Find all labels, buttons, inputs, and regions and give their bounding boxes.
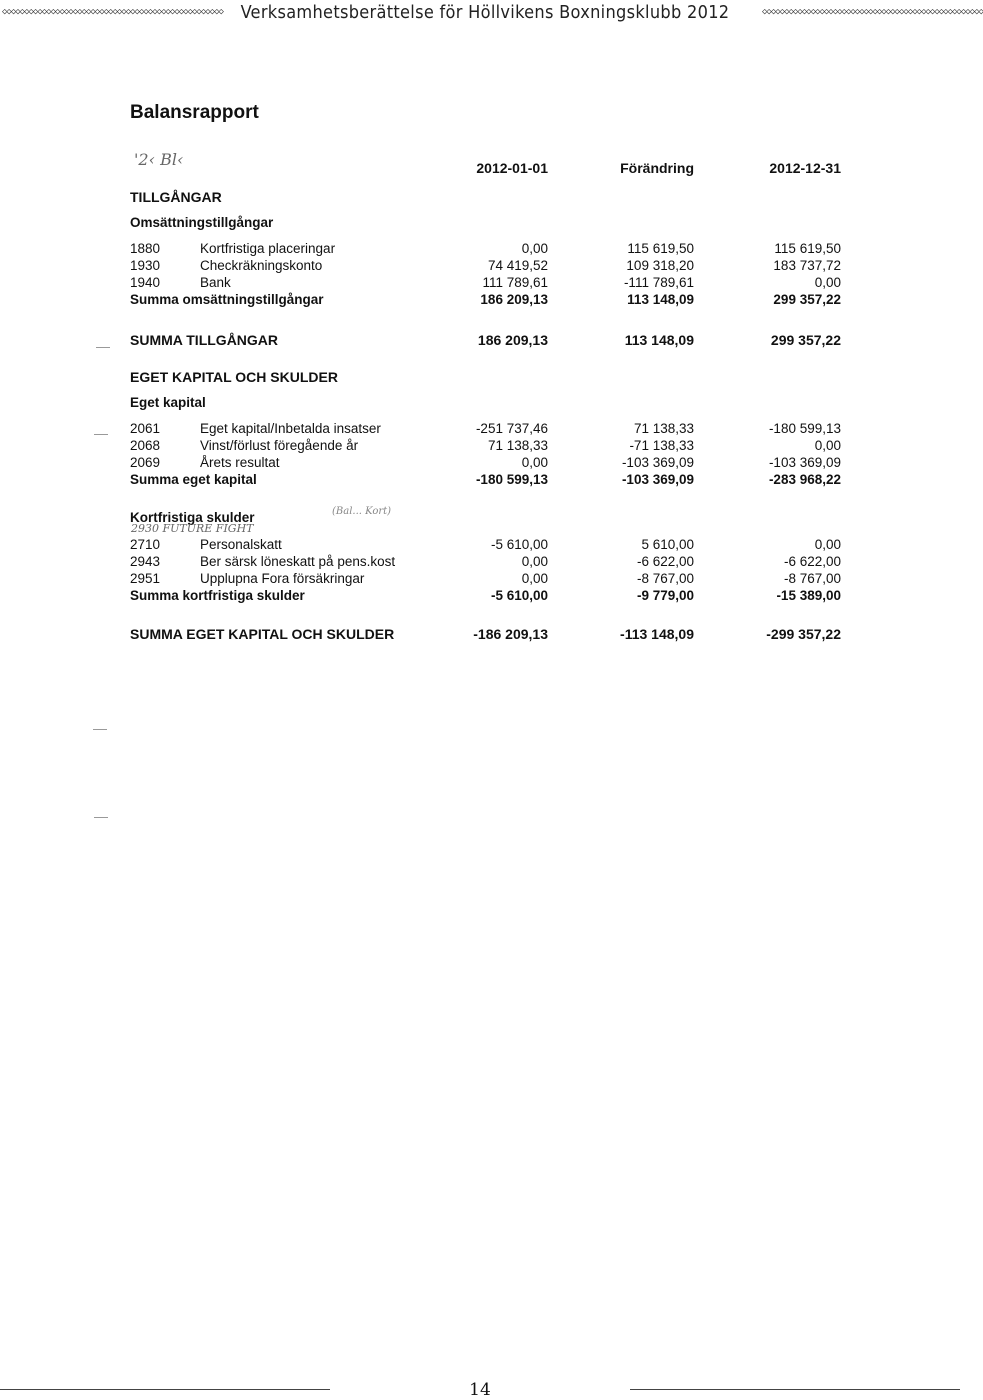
page-number: 14 — [469, 1380, 491, 1400]
value-change: -113 148,09 — [620, 626, 694, 642]
footer-rule-right — [630, 1389, 960, 1390]
value-change: 109 318,20 — [626, 258, 694, 273]
total-row — [130, 626, 842, 643]
account-name: Årets resultat — [200, 455, 280, 470]
value-change: -9 779,00 — [636, 588, 694, 603]
account-name: Bank — [200, 275, 231, 290]
total-label: SUMMA TILLGÅNGAR — [130, 332, 279, 348]
subtotal-row — [130, 292, 842, 309]
column-header-end: 2012-12-31 — [769, 160, 841, 176]
table-row — [130, 258, 842, 275]
table-row — [130, 421, 842, 438]
account-name: Vinst/förlust föregående år — [200, 438, 359, 453]
total-row — [130, 332, 842, 349]
value-end: -6 622,00 — [783, 554, 841, 569]
scan-mark — [93, 729, 107, 730]
account-code: 2069 — [130, 455, 161, 470]
value-start: 71 138,33 — [487, 438, 548, 453]
value-change: -8 767,00 — [636, 571, 694, 586]
handwritten-note-liabilities: 2930 FUTURE FIGHT — [131, 522, 254, 535]
account-code: 2943 — [130, 554, 161, 569]
scan-mark — [94, 434, 108, 435]
subtotal-label: Summa kortfristiga skulder — [130, 588, 305, 603]
value-start: 74 419,52 — [487, 258, 548, 273]
value-start: 0,00 — [521, 455, 548, 470]
section-heading-assets: TILLGÅNGAR — [130, 189, 222, 205]
page-header — [0, 0, 983, 26]
account-name: Upplupna Fora försäkringar — [200, 571, 365, 586]
table-row — [130, 537, 842, 554]
value-start: -251 737,46 — [475, 421, 548, 436]
value-end: 183 737,72 — [773, 258, 841, 273]
value-change: 115 619,50 — [627, 241, 694, 256]
value-end: 299 357,22 — [773, 292, 841, 307]
value-change: 5 610,00 — [641, 537, 694, 552]
table-row — [130, 275, 842, 292]
value-start: -186 209,13 — [473, 626, 548, 642]
scan-mark — [96, 347, 110, 348]
value-start: 0,00 — [521, 554, 548, 569]
account-code: 2061 — [130, 421, 161, 436]
account-code: 2710 — [130, 537, 161, 552]
table-row — [130, 571, 842, 588]
value-change: -71 138,33 — [629, 438, 694, 453]
value-end: 115 619,50 — [774, 241, 841, 256]
value-change: 71 138,33 — [633, 421, 694, 436]
footer-rule-left — [0, 1389, 330, 1390]
subtotal-row — [130, 588, 842, 605]
value-start: -5 610,00 — [490, 588, 548, 603]
account-name: Kortfristiga placeringar — [200, 241, 336, 256]
value-change: -111 789,61 — [623, 275, 694, 290]
value-change: 113 148,09 — [624, 332, 694, 348]
subheading-current-assets: Omsättningstillgångar — [130, 215, 274, 230]
value-start: 186 209,13 — [480, 292, 548, 307]
section-heading-equity-liabilities: EGET KAPITAL OCH SKULDER — [130, 369, 338, 385]
subtotal-label: Summa eget kapital — [130, 472, 257, 487]
value-end: -299 357,22 — [766, 626, 841, 642]
value-end: 299 357,22 — [770, 332, 841, 348]
header-ornament-right: ◇◇◇◇◇◇◇◇◇◇◇◇◇◇◇◇◇◇◇◇◇◇◇◇◇◇◇◇◇◇◇◇◇◇◇◇◇◇◇◇◇◇◇◇◇◇◇◇◇◇ — [762, 7, 983, 17]
value-end: 0,00 — [814, 438, 841, 453]
value-end: -8 767,00 — [783, 571, 841, 586]
value-change: -103 369,09 — [621, 472, 694, 487]
column-header-change: Förändring — [620, 160, 694, 176]
subtotal-row — [130, 472, 842, 489]
value-end: -180 599,13 — [768, 421, 841, 436]
value-end: 0,00 — [814, 537, 841, 552]
value-start: 111 789,61 — [482, 275, 548, 290]
scan-mark — [94, 817, 108, 818]
table-row — [130, 438, 842, 455]
account-name: Personalskatt — [200, 537, 282, 552]
account-code: 2068 — [130, 438, 161, 453]
header-title: Verksamhetsberättelse för Höllvikens Boxningsklubb 2012 — [240, 2, 730, 23]
value-start: 186 209,13 — [477, 332, 548, 348]
handwritten-note-top: '2‹ Bl‹ — [134, 150, 184, 169]
subheading-equity: Eget kapital — [130, 395, 206, 410]
value-change: 113 148,09 — [627, 292, 694, 307]
subheading-short-term-liabilities: Kortfristiga skulder — [130, 510, 255, 525]
table-row — [130, 241, 842, 258]
account-name: Checkräkningskonto — [200, 258, 323, 273]
header-ornament-left: ◇◇◇◇◇◇◇◇◇◇◇◇◇◇◇◇◇◇◇◇◇◇◇◇◇◇◇◇◇◇◇◇◇◇◇◇◇◇◇◇◇◇◇◇◇◇◇◇◇◇ — [2, 7, 223, 17]
column-header-start: 2012-01-01 — [476, 160, 548, 176]
value-start: 0,00 — [521, 241, 548, 256]
table-row — [130, 554, 842, 571]
value-start: -5 610,00 — [490, 537, 548, 552]
value-end: 0,00 — [814, 275, 841, 290]
account-code: 1880 — [130, 241, 161, 256]
value-start: 0,00 — [521, 571, 548, 586]
account-name: Ber särsk löneskatt på pens.kost — [200, 554, 396, 569]
value-end: -15 389,00 — [776, 588, 841, 603]
total-label: SUMMA EGET KAPITAL OCH SKULDER — [130, 626, 395, 642]
table-row — [130, 455, 842, 472]
value-change: -6 622,00 — [636, 554, 694, 569]
account-name: Eget kapital/Inbetalda insatser — [200, 421, 381, 436]
account-code: 1930 — [130, 258, 161, 273]
account-code: 1940 — [130, 275, 161, 290]
account-code: 2951 — [130, 571, 161, 586]
subtotal-label: Summa omsättningstillgångar — [130, 292, 324, 307]
value-end: -283 968,22 — [768, 472, 841, 487]
value-end: -103 369,09 — [768, 455, 841, 470]
handwritten-note-liabilities-aside: (Bal... Kort) — [332, 506, 392, 517]
value-change: -103 369,09 — [621, 455, 694, 470]
report-title: Balansrapport — [130, 102, 259, 123]
value-start: -180 599,13 — [475, 472, 548, 487]
